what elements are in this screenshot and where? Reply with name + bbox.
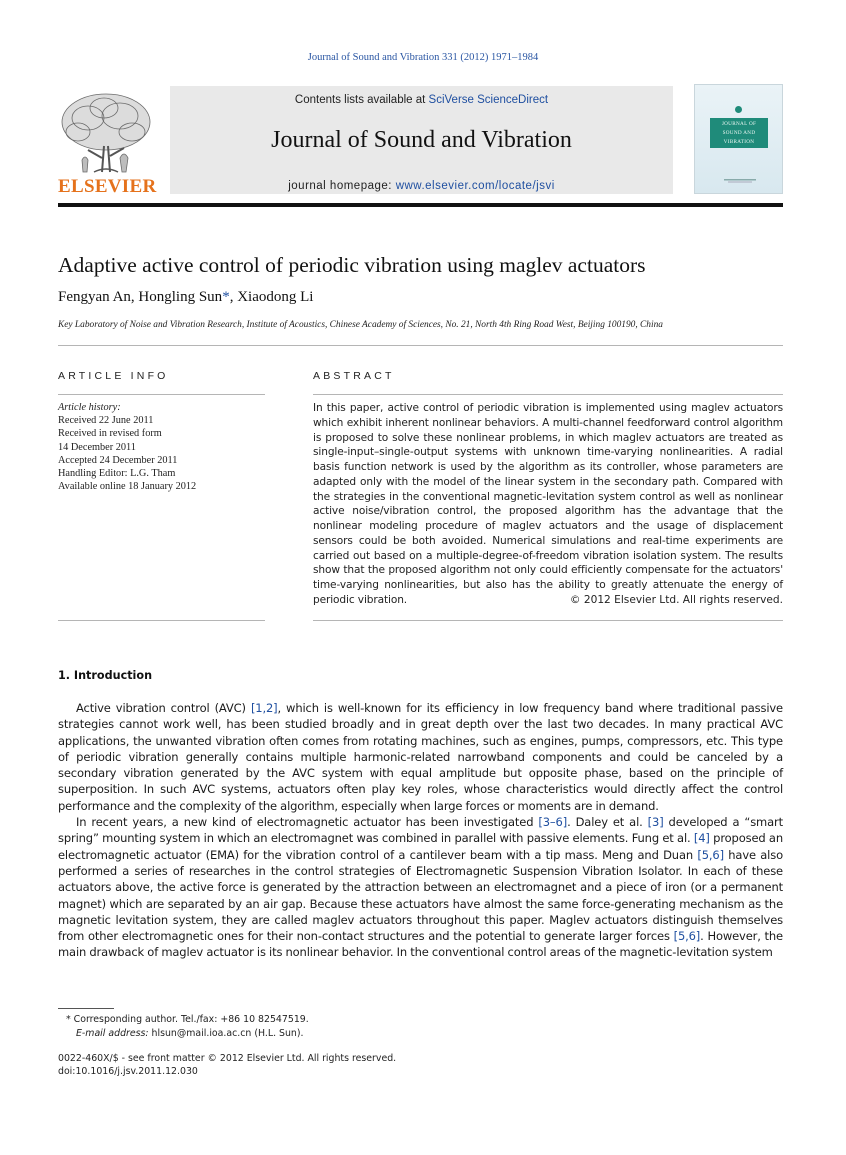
paragraph — [58, 700, 783, 814]
article-history — [58, 401, 268, 493]
history-line: 14 December 2011 — [58, 441, 136, 453]
text-run: , which is well-known for its efficiency in low frequency band where traditional passive strategies cannot work well, has been studied broadly and in great depth over the last two decades. In many practical AVC applications, the unwanted vibration often comes from rotating machines, such as engines, pumps, compressors, etc. This type of periodic vibration generally contains multiple harmonic-related narrowband components and could be canceled by a secondary vibration generated by the AVC system with equal amplitude but opposite phase, based on the principle of superposition. In such AVC systems, actuators often play key roles, whose characteristics would directly affect the control performance and the complexity of the algorithm, especially when large forces or moments are in demand. — [58, 701, 783, 813]
history-line: Available online 18 January 2012 — [58, 481, 197, 493]
footnote-mark: * — [66, 1014, 71, 1025]
abstract-body: In this paper, active control of periodic vibration is implemented using maglev actuators which exhibit inherent nonlinear behaviors. A multi-channel feedforward control algorithm is proposed to solve these nonlinear problems, in which maglev actuators are treated as single-input–single-output systems with unknown time-varying nonlinearities. A radial basis function network is used by the algorithm as its controller, whose parameters are adapted only with the model of the linear system in the secondary path. Compared with the strategies in the conventional magnetic-levitation system control as well as nonlinear active noise/vibration control, the proposed algorithm has the advantage that the nonlinear modeling procedure of maglev actuators and the usage of displacement sensors could be both avoided. Numerical simulations and real-time experiments are carried out based on a multiple-degree-of-freedom vibration isolation system. The results show that the proposed algorithm not only could efficiently compensate for the actuators' time-varying nonlinearities, but also has the ability to greatly attenuate the energy of periodic vibration. — [313, 402, 783, 606]
text-run: proposed an electromagnetic actuator (EMA) for the vibration control of a cantilever beam with a tip mass. Meng and Duan — [58, 831, 783, 862]
sciencedirect-link[interactable]: SciVerse ScienceDirect — [428, 94, 549, 106]
history-label: Article history: — [58, 402, 121, 413]
footnote-rule — [58, 1008, 114, 1009]
elsevier-wordmark: ELSEVIER — [58, 176, 157, 197]
article-title: Adaptive active control of periodic vibration using maglev actuators — [58, 253, 646, 277]
homepage-prefix: journal homepage: — [288, 180, 396, 192]
text-run: . Daley et al. — [567, 815, 648, 830]
email-address[interactable]: hlsun@mail.ioa.ac.cn (H.L. Sun). — [148, 1027, 304, 1039]
info-bottom-divider — [58, 620, 265, 621]
journal-title: Journal of Sound and Vibration — [271, 127, 572, 153]
authors-tail: , Xiaodong Li — [229, 289, 314, 305]
homepage-line — [170, 180, 673, 192]
cover-line-3: VIBRATION — [723, 139, 755, 145]
text-run: developed a “smart spring” mounting system in which an electromagnet was combined in parallel with passive elements. Fung et al. — [58, 815, 783, 846]
history-line: Accepted 24 December 2011 — [58, 454, 178, 466]
abstract-copyright: © 2012 Elsevier Ltd. All rights reserved. — [569, 594, 783, 606]
history-line: Handling Editor: L.G. Tham — [58, 468, 176, 480]
text-run: Active vibration control (AVC) — [76, 701, 251, 715]
text-run: . However, the main drawback of maglev actuator is its nonlinear behavior. In the conventional control areas of the magnetic-levitation system — [58, 929, 783, 960]
text-run: In recent years, a new kind of electromagnetic actuator has been investigated — [76, 815, 539, 830]
homepage-link[interactable]: www.elsevier.com/locate/jsvi — [395, 180, 555, 192]
introduction-body — [58, 700, 783, 961]
citation-link[interactable]: [3–6] — [538, 815, 568, 830]
corresponding-text: Corresponding author. Tel./fax: +86 10 82547519. — [73, 1014, 309, 1025]
issn-line: 0022-460X/$ - see front matter © 2012 Elsevier Ltd. All rights reserved. — [58, 1053, 397, 1064]
citation-link[interactable]: [5,6] — [673, 929, 701, 944]
abstract-heading: ABSTRACT — [313, 370, 395, 382]
corresponding-author-mark[interactable]: * — [222, 289, 230, 305]
history-line: Received 22 June 2011 — [58, 415, 154, 427]
email-footnote — [58, 1027, 658, 1041]
history-line: Received in revised form — [58, 428, 162, 440]
title-divider — [58, 345, 783, 346]
header-divider — [58, 203, 783, 207]
cover-line-2: SOUND AND — [722, 130, 756, 136]
paragraph — [58, 814, 783, 961]
citation-link[interactable]: [5,6] — [697, 847, 724, 862]
text-run: have also performed a series of researches in the control strategies of Electromagnetic Suspension Vibration Isolator. In each of these actuators above, the active force is generated by the attraction between an electromagnet and a piece of iron (or a permanent magnet) which are separated by an air gap. Because these actuators have almost the same force-generating mechanism as the magnetic levitation system, they are called maglev actuators throughout this paper. Maglev actuators distinguish themselves from other electromagnetic ones for their non-contact structures and the potential to generate larger forces — [58, 847, 783, 944]
contents-line — [170, 94, 673, 106]
abstract-divider — [313, 394, 783, 395]
cover-emblem-icon — [735, 106, 742, 113]
journal-citation[interactable]: Journal of Sound and Vibration 331 (2012) 1971–1984 — [307, 52, 539, 63]
info-divider — [58, 394, 265, 395]
footnotes — [58, 1013, 658, 1040]
section-heading-introduction: 1. Introduction — [58, 669, 153, 682]
corresponding-footnote — [58, 1013, 658, 1027]
authors-names: Fengyan An, Hongling Sun — [58, 289, 223, 305]
affiliation: Key Laboratory of Noise and Vibration Research, Institute of Acoustics, Chinese Academy of Sciences, No. 21, North 4th Ring Road West, Beijing 100190, China — [58, 320, 663, 330]
bottom-notes — [58, 1052, 658, 1078]
citation-link[interactable]: [1,2] — [250, 701, 278, 715]
abstract-bottom-divider — [313, 620, 783, 621]
doi-line[interactable]: doi:10.1016/j.jsv.2011.12.030 — [58, 1066, 198, 1077]
citation-link[interactable]: [3] — [647, 815, 664, 830]
cover-line-1: JOURNAL OF — [721, 121, 757, 127]
citation-link[interactable]: [4] — [693, 831, 710, 846]
email-label: E-mail address: — [76, 1027, 149, 1039]
cover-publisher-mark — [718, 179, 762, 183]
contents-prefix: Contents lists available at — [294, 94, 429, 106]
author-list — [58, 289, 313, 306]
article-info-heading: ARTICLE INFO — [58, 370, 169, 382]
